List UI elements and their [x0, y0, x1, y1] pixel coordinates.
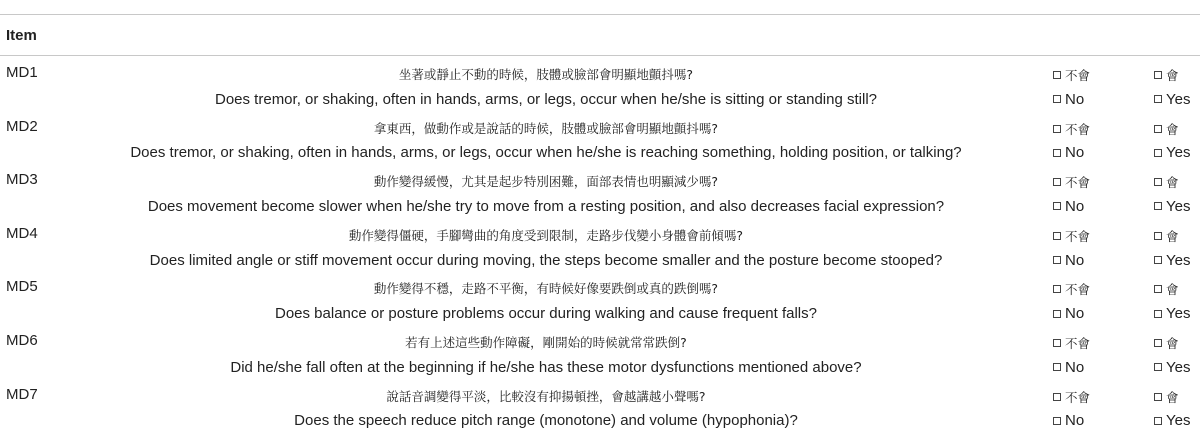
option-yes-label: Yes — [1166, 90, 1191, 108]
option-yes-label: 會 — [1166, 229, 1179, 244]
item-id: MD4 — [6, 224, 38, 242]
checkbox-icon[interactable] — [1154, 256, 1162, 264]
option-no[interactable] — [1053, 412, 1084, 429]
option-no-label: 不會 — [1065, 69, 1091, 83]
question-text-english: Does movement become slower when he/she try to move from a resting position, and also decreases facial expression? — [147, 197, 945, 215]
option-no[interactable] — [1053, 280, 1090, 298]
option-yes[interactable] — [1154, 388, 1179, 406]
option-yes-label: Yes — [1166, 251, 1191, 269]
option-yes[interactable] — [1154, 305, 1190, 322]
question-text-chinese: 動作變得緩慢，尤其是起步特別困難，面部表情也明顯減少嗎? — [373, 174, 719, 190]
column-header-item: Item — [6, 27, 37, 44]
option-no[interactable] — [1053, 388, 1090, 406]
question-text-chinese: 說話音調變得平淡，比較沒有抑揚頓挫，會越講越小聲嗎? — [386, 388, 706, 404]
question-text-english: Did he/she fall often at the beginning if he/she has these motor dysfunctions mentioned above? — [230, 358, 862, 376]
checkbox-icon[interactable] — [1053, 71, 1061, 79]
option-yes-label: 會 — [1166, 122, 1179, 137]
question-text-english: Does tremor, or shaking, often in hands, arms, or legs, occur when he/she is reaching something, holding position, or talking? — [130, 144, 962, 162]
checkbox-icon[interactable] — [1154, 95, 1162, 103]
question-text-english: Does limited angle or stiff movement occur during moving, the steps become smaller and the posture become stooped? — [149, 251, 943, 269]
option-no[interactable] — [1053, 144, 1084, 161]
option-yes-label: Yes — [1166, 144, 1191, 162]
table-row-md7-zh — [0, 383, 1200, 410]
option-no-label: No — [1065, 251, 1085, 269]
question-text-chinese: 若有上述這些動作障礙，剛開始的時候就常常跌倒? — [405, 334, 687, 350]
question-text-chinese: 拿東西，做動作或是說話的時候，肢體或臉部會明顯地顫抖嗎? — [373, 120, 719, 136]
checkbox-icon[interactable] — [1154, 285, 1162, 293]
option-no-label: No — [1065, 90, 1085, 108]
option-yes-label: Yes — [1166, 412, 1191, 430]
option-yes[interactable] — [1154, 359, 1190, 376]
checkbox-icon[interactable] — [1154, 71, 1162, 79]
table-top-rule — [0, 14, 1200, 15]
option-yes-label: 會 — [1166, 69, 1179, 83]
option-yes[interactable] — [1154, 144, 1190, 161]
item-id: MD3 — [6, 171, 38, 189]
option-no-label: No — [1065, 358, 1085, 376]
option-yes[interactable] — [1154, 173, 1179, 191]
question-text-chinese: 動作變得不穩，走路不平衡，有時候好像要跌倒或真的跌倒嗎? — [373, 281, 719, 297]
table-row-md6-en — [0, 356, 1200, 383]
option-yes[interactable] — [1154, 412, 1190, 429]
option-no[interactable] — [1053, 198, 1084, 215]
checkbox-icon[interactable] — [1053, 363, 1061, 371]
question-text-english: Does tremor, or shaking, often in hands, arms, or legs, occur when he/she is sitting or standing still? — [215, 90, 877, 108]
option-yes[interactable] — [1154, 227, 1179, 245]
checkbox-icon[interactable] — [1154, 417, 1162, 425]
table-row-md4-en — [0, 249, 1200, 276]
table-row-md3-en — [0, 195, 1200, 222]
checkbox-icon[interactable] — [1154, 363, 1162, 371]
option-yes-label: 會 — [1166, 336, 1179, 351]
checkbox-icon[interactable] — [1154, 202, 1162, 210]
item-id: MD6 — [6, 331, 38, 349]
option-yes-label: Yes — [1166, 358, 1191, 376]
option-yes[interactable] — [1154, 66, 1179, 84]
header-bottom-rule — [0, 55, 1200, 56]
table-row-md7-en — [0, 409, 1200, 436]
option-yes-label: Yes — [1166, 305, 1191, 323]
option-no[interactable] — [1053, 227, 1090, 245]
item-id: MD2 — [6, 117, 38, 135]
option-no-label: No — [1065, 197, 1085, 215]
option-yes-label: 會 — [1166, 176, 1179, 191]
checkbox-icon[interactable] — [1053, 232, 1061, 240]
question-text-chinese: 坐著或靜止不動的時候，肢體或臉部會明顯地顫抖嗎? — [398, 67, 694, 82]
item-id: MD1 — [6, 64, 38, 81]
table-row-md1-zh — [0, 61, 1200, 88]
question-text-english: Does balance or posture problems occur during walking and cause frequent falls? — [275, 305, 817, 323]
checkbox-icon[interactable] — [1154, 125, 1162, 133]
option-yes-label: 會 — [1166, 283, 1179, 298]
option-yes[interactable] — [1154, 120, 1179, 138]
option-no-label: 不會 — [1065, 283, 1091, 298]
checkbox-icon[interactable] — [1053, 149, 1061, 157]
option-no-label: 不會 — [1065, 122, 1091, 137]
table-row-md5-zh — [0, 275, 1200, 302]
checkbox-icon[interactable] — [1154, 232, 1162, 240]
option-no-label: 不會 — [1065, 229, 1091, 244]
option-no[interactable] — [1053, 173, 1090, 191]
table-row-md2-en — [0, 141, 1200, 168]
checkbox-icon[interactable] — [1053, 393, 1061, 401]
table-row-md1-en — [0, 88, 1200, 115]
option-no-label: No — [1065, 305, 1085, 323]
option-yes-label: 會 — [1166, 390, 1179, 405]
checkbox-icon[interactable] — [1053, 202, 1061, 210]
checkbox-icon[interactable] — [1154, 310, 1162, 318]
table-row-md3-zh — [0, 168, 1200, 195]
option-yes[interactable] — [1154, 280, 1179, 298]
question-text-english: Does the speech reduce pitch range (monotone) and volume (hypophonia)? — [294, 412, 798, 430]
checkbox-icon[interactable] — [1053, 285, 1061, 293]
table-row-md5-en — [0, 302, 1200, 329]
questionnaire-table-body — [0, 61, 1200, 436]
option-yes[interactable] — [1154, 252, 1190, 269]
option-no[interactable] — [1053, 120, 1090, 138]
checkbox-icon[interactable] — [1053, 256, 1061, 264]
checkbox-icon[interactable] — [1154, 339, 1162, 347]
option-no[interactable] — [1053, 359, 1084, 376]
table-row-md4-zh — [0, 222, 1200, 249]
option-yes[interactable] — [1154, 198, 1190, 215]
option-no[interactable] — [1053, 91, 1084, 108]
checkbox-icon[interactable] — [1154, 393, 1162, 401]
option-yes[interactable] — [1154, 91, 1190, 108]
checkbox-icon[interactable] — [1053, 125, 1061, 133]
option-no[interactable] — [1053, 305, 1084, 322]
option-no-label: No — [1065, 144, 1085, 162]
item-id: MD7 — [6, 385, 38, 403]
checkbox-icon[interactable] — [1154, 178, 1162, 186]
option-no[interactable] — [1053, 252, 1084, 269]
checkbox-icon[interactable] — [1154, 149, 1162, 157]
option-no[interactable] — [1053, 66, 1090, 84]
checkbox-icon[interactable] — [1053, 339, 1061, 347]
option-no[interactable] — [1053, 334, 1090, 352]
option-no-label: 不會 — [1065, 336, 1091, 351]
option-yes-label: Yes — [1166, 197, 1191, 215]
question-text-chinese: 動作變得僵硬，手腳彎曲的角度受到限制，走路步伐變小身體會前傾嗎? — [348, 227, 744, 243]
option-no-label: 不會 — [1065, 176, 1091, 191]
option-no-label: No — [1065, 412, 1085, 430]
table-row-md2-zh — [0, 115, 1200, 142]
option-yes[interactable] — [1154, 334, 1179, 352]
checkbox-icon[interactable] — [1053, 417, 1061, 425]
item-id: MD5 — [6, 278, 38, 296]
checkbox-icon[interactable] — [1053, 310, 1061, 318]
table-row-md6-zh — [0, 329, 1200, 356]
checkbox-icon[interactable] — [1053, 95, 1061, 103]
option-no-label: 不會 — [1065, 390, 1091, 405]
checkbox-icon[interactable] — [1053, 178, 1061, 186]
